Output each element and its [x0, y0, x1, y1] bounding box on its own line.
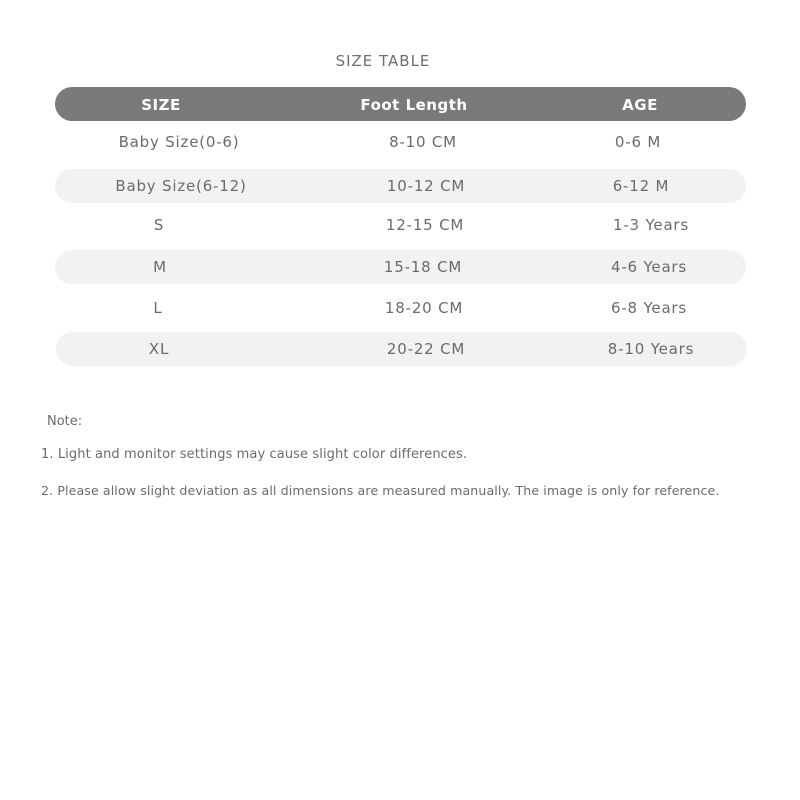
header-size: SIZE [141, 96, 181, 114]
foot-length-cell: 18-20 CM [384, 299, 464, 317]
table-row [55, 250, 746, 284]
size-cell: S [153, 216, 165, 234]
foot-length-cell: 8-10 CM [389, 133, 457, 151]
age-cell: 4-6 Years [610, 258, 688, 276]
age-cell: 6-8 Years [610, 299, 688, 317]
size-cell: Baby Size(6-12) [115, 177, 247, 195]
note-line-2: 2. Please allow slight deviation as all dimensions are measured manually. The image is only for reference. [41, 483, 720, 498]
foot-length-cell: 15-18 CM [383, 258, 463, 276]
size-cell: Baby Size(0-6) [118, 133, 240, 151]
note-line-1: 1. Light and monitor settings may cause slight color differences. [41, 447, 468, 462]
header-foot-length: Foot Length [360, 96, 468, 114]
note-label: Note: [47, 414, 83, 429]
header-age: AGE [622, 96, 658, 114]
foot-length-cell: 10-12 CM [386, 177, 466, 195]
table-header [55, 87, 746, 121]
table-row [56, 332, 747, 366]
age-cell: 0-6 M [614, 133, 662, 151]
foot-length-cell: 20-22 CM [386, 340, 466, 358]
size-cell: L [153, 299, 163, 317]
table-row [55, 125, 746, 159]
size-table-title: SIZE TABLE [335, 52, 431, 70]
age-cell: 8-10 Years [607, 340, 695, 358]
age-cell: 1-3 Years [612, 216, 690, 234]
table-row [55, 291, 746, 325]
table-row [55, 169, 746, 203]
size-cell: XL [148, 340, 170, 358]
table-row [55, 208, 746, 242]
size-cell: M [153, 258, 167, 276]
age-cell: 6-12 M [612, 177, 670, 195]
foot-length-cell: 12-15 CM [385, 216, 465, 234]
